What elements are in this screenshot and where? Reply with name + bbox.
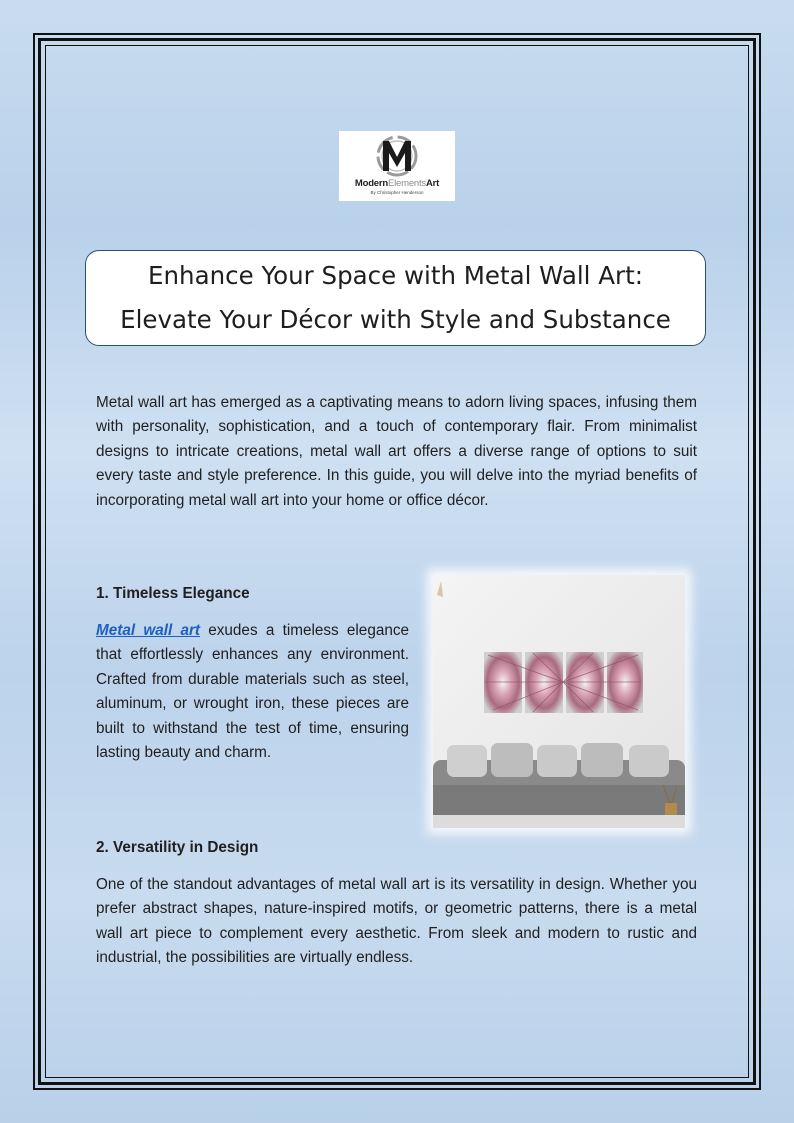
title-box: [85, 250, 706, 346]
logo-tagline: By Christopher Henderson: [370, 190, 424, 195]
sofa: [433, 743, 685, 815]
section-2-paragraph: One of the standout advantages of metal wall art is its versatility in design. Whether you prefer abstract shapes, nature-inspired motifs, or geometric patterns, there is a metal wall art piece to complement every aesthetic. From sleek and modern to rustic and industrial, the possibilities are virtually endless.: [96, 876, 697, 967]
section-1-paragraph: [96, 619, 409, 765]
brand-logo: [339, 131, 455, 201]
page-title-line-1: Enhance Your Space with Metal Wall Art:: [148, 261, 643, 290]
logo-word-elements: Elements: [387, 178, 426, 189]
metal-wall-art-link[interactable]: Metal wall art: [96, 622, 201, 639]
section-1-heading: 1. Timeless Elegance: [96, 585, 250, 602]
living-room-photo: [433, 575, 685, 828]
section-2-heading: 2. Versatility in Design: [96, 839, 259, 856]
intro-paragraph: Metal wall art has emerged as a captivating means to adorn living spaces, infusing them with personality, sophistication, and a touch of contemporary flair. From minimalist designs to intricate creations, metal wall art offers a diverse range of options to suit every taste and style preference. In this guide, you will delve into the myriad benefits of incorporating metal wall art into your home or office décor.: [96, 394, 697, 509]
logo-wordmark: [339, 178, 455, 189]
logo-word-modern: Modern: [354, 178, 388, 189]
logo-word-art: Art: [426, 178, 440, 189]
page-title-line-2: Elevate Your Décor with Style and Substance: [120, 305, 671, 334]
section-1-body: exudes a timeless elegance that effortlessly enhances any environment. Crafted from durable materials such as steel, aluminum, or wrought iron, these pieces are built to withstand the test of time, ensuring lasting beauty and charm.: [96, 622, 409, 762]
